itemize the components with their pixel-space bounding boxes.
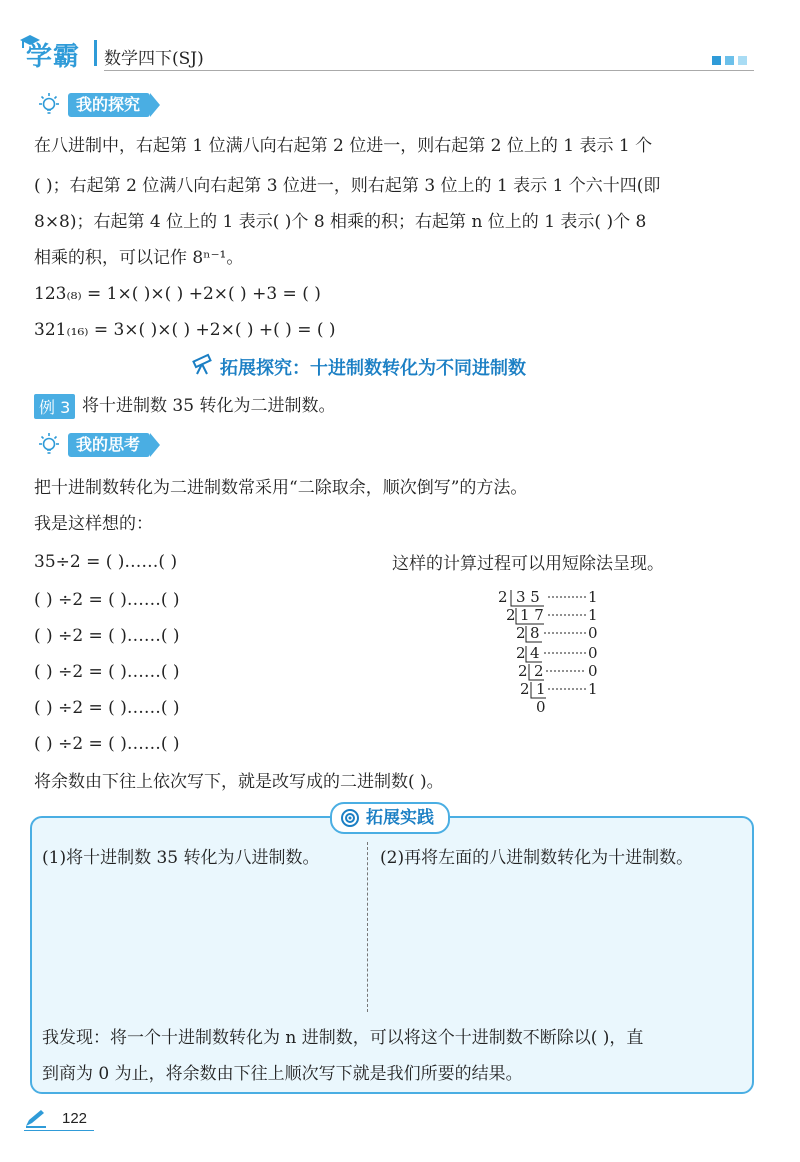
practice-question-1: (1)将十进制数 35 转化为八进制数。	[42, 848, 320, 868]
thinking-tag: 我的思考	[68, 433, 150, 457]
division-step-first: 35÷2 = ( )……( )	[34, 552, 178, 572]
explore-line-4: 相乘的积，可以记作 8ⁿ⁻¹。	[34, 248, 244, 268]
header-square-1	[712, 56, 721, 65]
header-rule	[104, 70, 754, 71]
practice-finding-1: 我发现：将一个十进制数转化为 n 进制数，可以将这个十进制数不断除以( )，直	[42, 1028, 644, 1048]
division-step: ( ) ÷2 = ( )……( )	[34, 662, 180, 682]
lightbulb-icon	[36, 432, 62, 458]
division-divisor: 2	[498, 588, 508, 606]
extension-title: 拓展探究：十进制数转化为不同进制数	[220, 358, 526, 379]
division-remainder: 1	[588, 680, 598, 698]
division-quotient: 4	[530, 644, 540, 662]
side-note: 这样的计算过程可以用短除法呈现。	[392, 554, 664, 574]
explore-tag: 我的探究	[68, 93, 150, 117]
short-division-diagram	[496, 588, 616, 718]
division-divisor: 2	[518, 662, 528, 680]
footer-rule	[24, 1130, 94, 1131]
brand-logo: 学霸	[26, 42, 81, 72]
conclusion-text: 将余数由下往上依次写下，就是改写成的二进制数( )。	[34, 772, 444, 792]
telescope-icon	[190, 352, 216, 376]
pencil-icon	[24, 1108, 48, 1128]
division-quotient: 3 5	[516, 588, 540, 606]
division-step: ( ) ÷2 = ( )……( )	[34, 698, 180, 718]
division-divisor: 2	[520, 680, 530, 698]
division-quotient: 8	[530, 624, 540, 642]
header-square-2	[725, 56, 734, 65]
division-final: 0	[536, 698, 546, 716]
practice-title-text: 拓展实践	[366, 808, 434, 828]
division-remainder: 0	[588, 644, 598, 662]
short-division-lines	[496, 588, 616, 718]
practice-finding-2: 到商为 0 为止，将余数由下往上顺次写下就是我们所要的结果。	[42, 1064, 523, 1084]
division-step: ( ) ÷2 = ( )……( )	[34, 626, 180, 646]
example-badge: 例 3	[34, 394, 75, 419]
division-quotient: 2	[534, 662, 544, 680]
lightbulb-icon	[36, 92, 62, 118]
division-quotient: 1	[536, 680, 546, 698]
practice-question-2: (2)再将左面的八进制数转化为十进制数。	[380, 848, 694, 868]
practice-divider	[367, 842, 368, 1012]
division-divisor: 2	[516, 624, 526, 642]
thinking-intro: 把十进制数转化为二进制数常采用“二除取余，顺次倒写”的方法。	[34, 478, 528, 498]
equation-octal: 123₍₈₎ = 1×( )×( ) +2×( ) +3 = ( )	[34, 284, 321, 304]
division-divisor: 2	[506, 606, 516, 624]
example-text: 将十进制数 35 转化为二进制数。	[82, 396, 336, 416]
division-step: ( ) ÷2 = ( )……( )	[34, 590, 180, 610]
target-icon	[340, 808, 360, 828]
division-remainder: 0	[588, 624, 598, 642]
division-divisor: 2	[516, 644, 526, 662]
brand-separator	[94, 40, 97, 66]
division-remainder: 0	[588, 662, 598, 680]
book-title: 数学四下(SJ)	[104, 49, 204, 69]
division-quotient: 1 7	[520, 606, 544, 624]
header-square-3	[738, 56, 747, 65]
page-number: 122	[62, 1110, 88, 1127]
thinking-think: 我是这样想的：	[34, 514, 153, 534]
practice-title	[330, 802, 450, 834]
division-remainder: 1	[588, 588, 598, 606]
equation-hex: 321₍₁₆₎ = 3×( )×( ) +2×( ) +( ) = ( )	[34, 320, 336, 340]
division-step: ( ) ÷2 = ( )……( )	[34, 734, 180, 754]
explore-line-3: 8×8)；右起第 4 位上的 1 表示( )个 8 相乘的积；右起第 n 位上的 1 表示( )个 8	[34, 212, 647, 232]
explore-line-1: 在八进制中，右起第 1 位满八向右起第 2 位进一，则右起第 2 位上的 1 表示 1 个	[34, 136, 653, 156]
explore-line-2: ( )；右起第 2 位满八向右起第 3 位进一，则右起第 3 位上的 1 表示 1 个六十四(即	[34, 176, 661, 196]
division-remainder: 1	[588, 606, 598, 624]
